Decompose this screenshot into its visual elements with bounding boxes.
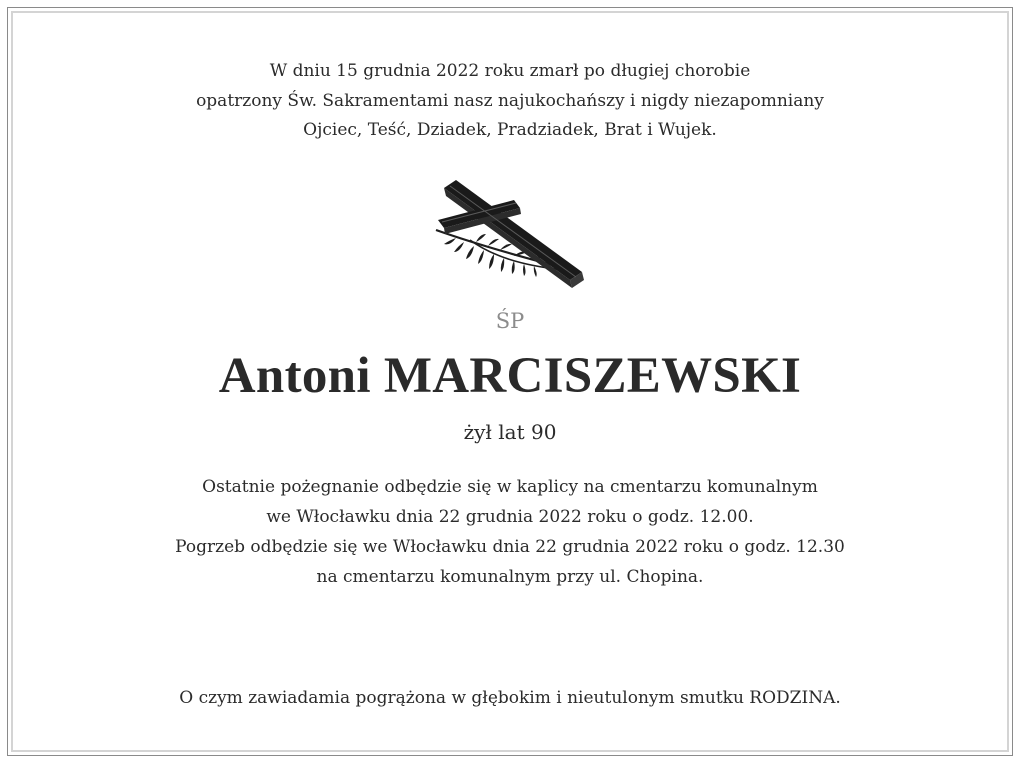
info-line: we Włocławku dnia 22 grudnia 2022 roku o godz. 12.00. [266,507,754,527]
info-line: Ostatnie pożegnanie odbędzie się w kaplicy na cmentarzu komunalnym [202,477,818,497]
funeral-info-paragraph [0,472,1020,592]
deceased-name: Antoni MARCISZEWSKI [218,348,802,404]
intro-paragraph [0,57,1020,146]
age-line: żył lat 90 [463,420,557,444]
closing-line: O czym zawiadamia pogrążona w głębokim i nieutulonym smutku RODZINA. [179,688,841,708]
info-line: na cmentarzu komunalnym przy ul. Chopina. [316,567,704,587]
prefix-sp: ŚP [495,309,525,333]
cross-with-palm-branch-icon [430,176,592,296]
info-line: Pogrzeb odbędzie się we Włocławku dnia 22 grudnia 2022 roku o godz. 12.30 [175,537,845,557]
intro-line: Ojciec, Teść, Dziadek, Pradziadek, Brat i Wujek. [303,120,717,140]
intro-line: opatrzony Św. Sakramentami nasz najukochańszy i nigdy niezapomniany [196,90,824,111]
intro-line: W dniu 15 grudnia 2022 roku zmarł po długiej chorobie [269,61,751,81]
